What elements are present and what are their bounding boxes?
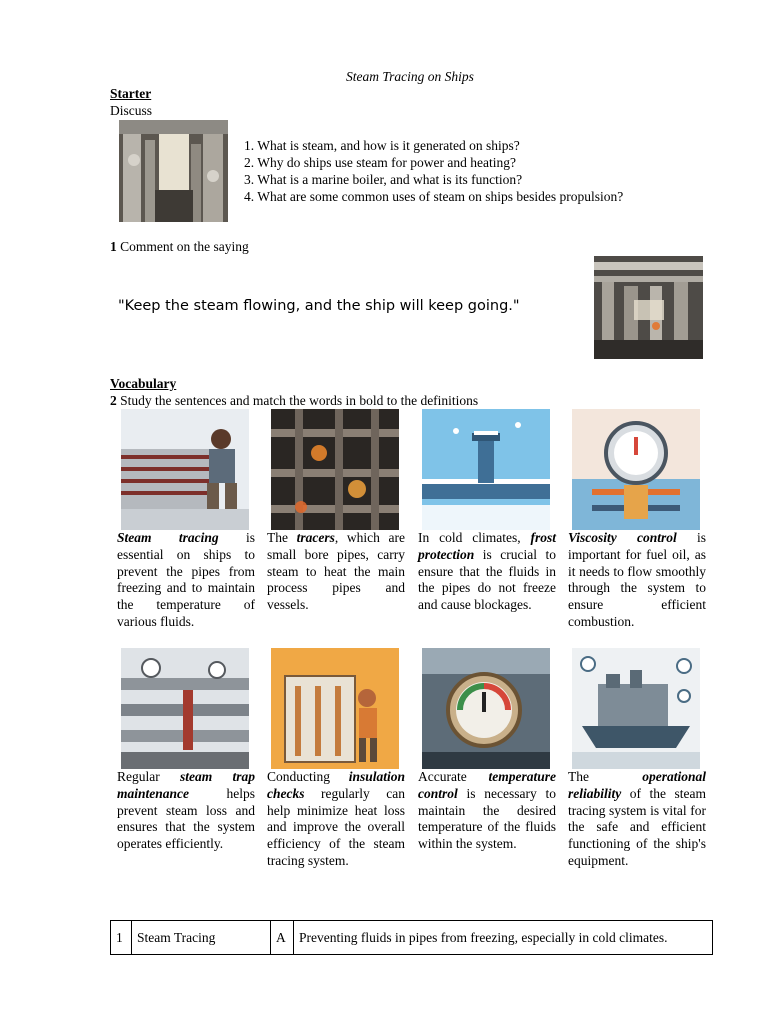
vocab-sentence-1 (117, 530, 255, 631)
vocab-instruction (110, 393, 478, 409)
vocab-sentence-3 (418, 530, 556, 614)
definition-cell: Preventing fluids in pipes from freezing, especially in cold climates. (294, 921, 713, 955)
vocab-term: insulation checks (267, 769, 405, 801)
worker-pipes-illustration (121, 409, 249, 530)
task1-text: Comment on the saying (116, 239, 249, 254)
vocab-image-insulation-checks (271, 648, 399, 769)
sentence-text: Accurate (418, 769, 489, 784)
pipes-image (594, 256, 703, 359)
vocab-sentence-5 (117, 769, 255, 853)
vocab-term: Steam tracing (117, 530, 219, 545)
vocab-sentence-4 (568, 530, 706, 631)
pipes-illustration (594, 256, 703, 359)
engine-room-illustration (119, 120, 228, 222)
discussion-questions (244, 137, 623, 205)
sentence-text: is crucial to ensure that the fluids in the pipes do not freeze and cause blockages. (418, 546, 556, 613)
vocab-image-steam-trap (121, 648, 249, 769)
vocab-term: temperature control (418, 769, 556, 801)
sentence-text: of the steam tracing system is vital for the safe and efficient functioning of the ship's equipment. (568, 785, 706, 868)
table-row (111, 921, 713, 955)
vocab-image-steam-tracing (121, 409, 249, 530)
discuss-label: Discuss (110, 103, 153, 118)
vocab-term: operational reliability (568, 769, 706, 801)
vocabulary-heading: Vocabulary (110, 376, 177, 391)
vocab-term: frost protection (418, 530, 556, 562)
sentence-text: helps prevent steam loss and ensures that the system operates efficiently. (117, 785, 255, 852)
vocab-term: tracers (296, 530, 335, 545)
vocab-sentence-2 (267, 530, 405, 614)
page-title: Steam Tracing on Ships (346, 69, 474, 84)
sentence-text: , which are small bore pipes, carry steam to heat the main process pipes and vessels. (267, 530, 405, 613)
sentence-text: Regular (117, 769, 180, 784)
vocab-term: steam trap maintenance (117, 769, 255, 801)
saying-quote: "Keep the steam flowing, and the ship will keep going." (118, 298, 520, 314)
starter-heading: Starter (110, 86, 152, 101)
sentence-text: is necessary to maintain the desired temperature of the fluids within the system. (418, 785, 556, 852)
frozen-pipes-illustration (422, 409, 550, 530)
question-item: 4. What are some common uses of steam on ships besides propulsion? (244, 189, 624, 204)
sentence-text: regularly can help minimize heat loss and improve the overall efficiency of the steam tracing system. (267, 785, 405, 868)
vocab-image-viscosity-control (572, 409, 700, 530)
question-item: 2. Why do ships use steam for power and heating? (244, 155, 516, 170)
vocab-sentence-7 (418, 769, 556, 853)
sentence-text: The (267, 530, 297, 545)
vocab-image-tracers (271, 409, 399, 530)
gauge-illustration (572, 409, 700, 530)
matching-table (110, 920, 713, 955)
task1-number: 1 (110, 239, 117, 254)
task2-number: 2 (110, 393, 117, 408)
sentence-text: is essential on ships to prevent the pipes from freezing and to maintain the temperature of various fluids. (117, 530, 255, 629)
engine-room-image (119, 120, 228, 222)
vocab-term: Viscosity control (568, 530, 677, 545)
sentence-text: The (568, 769, 643, 784)
row-number: 1 (111, 921, 132, 955)
vocab-sentence-6 (267, 769, 405, 870)
steam-trap-illustration (121, 648, 249, 769)
task2-text: Study the sentences and match the words in bold to the definitions (116, 393, 479, 408)
letter-cell: A (271, 921, 294, 955)
vocab-image-frost-protection (422, 409, 550, 530)
vocab-image-operational-reliability (572, 648, 700, 769)
term-cell: Steam Tracing (132, 921, 271, 955)
task1-instruction (110, 239, 249, 255)
question-item: 3. What is a marine boiler, and what is its function? (244, 172, 523, 187)
sentence-text: Conducting (267, 769, 349, 784)
sentence-text: In cold climates, (418, 530, 531, 545)
insulation-illustration (271, 648, 399, 769)
vocab-image-temperature-control (422, 648, 550, 769)
question-item: 1. What is steam, and how is it generated on ships? (244, 138, 520, 153)
temperature-gauge-illustration (422, 648, 550, 769)
sentence-text: is important for fuel oil, as it needs to flow smoothly through the system to ensure efficient combustion. (568, 530, 706, 629)
tracers-illustration (271, 409, 399, 530)
ship-systems-illustration (572, 648, 700, 769)
vocab-sentence-8 (568, 769, 706, 870)
